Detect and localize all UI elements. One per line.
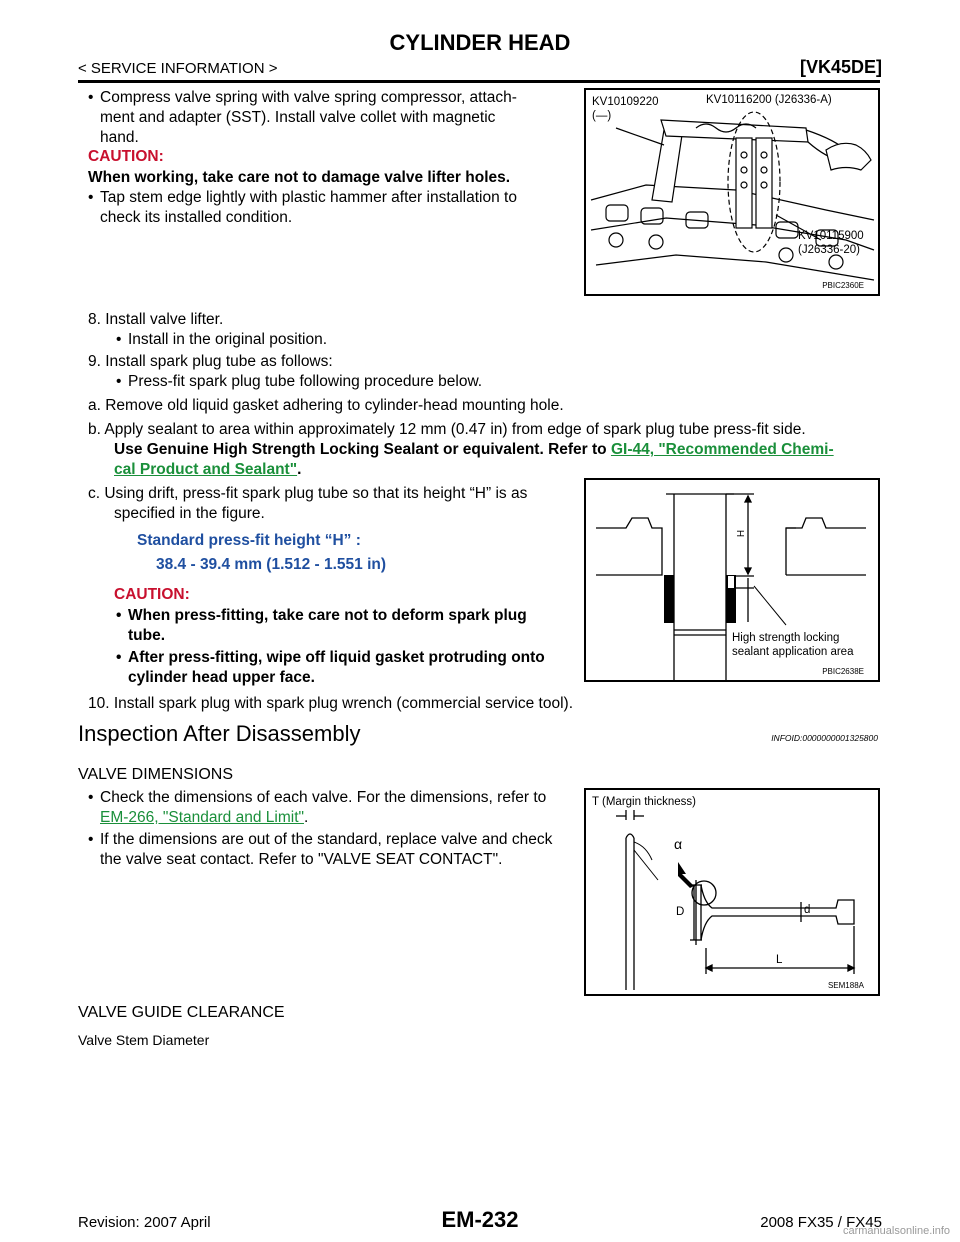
vd-bullet1: • Check the dimensions of each valve. For the dimensions, refer to EM-266, "Standard and Limit". — [88, 789, 547, 826]
fig1-code: PBIC2360E — [822, 281, 864, 290]
figure-spark-plug-tube — [584, 478, 880, 682]
valve-illustration — [586, 790, 878, 994]
step7-bullet1-cont: ment and adapter (SST). Install valve collet with magnetic hand. — [100, 109, 496, 146]
revision-date: Revision: 2007 April — [78, 1214, 211, 1231]
step9b: b. Apply sealant to area within approximately 12 mm (0.47 in) from edge of spark plug tube press-fit side. — [88, 421, 806, 438]
std-height-value: 38.4 - 39.4 mm (1.512 - 1.551 in) — [156, 556, 387, 573]
caution2-item1: • When press-fitting, take care not to deform spark plug tube. — [116, 607, 527, 644]
fig1-label-tool-a: KV10109220 — [592, 96, 659, 108]
step7-bullet1: • Compress valve spring with valve spring compressor, attach- — [88, 89, 517, 106]
fig1-label-tool-a-num: (—) — [592, 110, 612, 122]
step8-bullet: • Install in the original position. — [116, 331, 328, 348]
std-height-label: Standard press-fit height “H” : — [137, 532, 361, 549]
caution-label: CAUTION: — [88, 148, 164, 165]
info-id: INFOID:0000000001325800 — [771, 733, 878, 743]
fig1-label-tool-b: KV10116200 (J26336-A) — [706, 94, 832, 106]
caution2-label: CAUTION: — [114, 586, 190, 603]
model-name: 2008 FX35 / FX45 — [760, 1214, 882, 1231]
valve-dimensions-heading: VALVE DIMENSIONS — [78, 766, 233, 783]
caution-text: When working, take care not to damage valve lifter holes. — [88, 169, 511, 186]
page-title: CYLINDER HEAD — [389, 30, 571, 55]
fig3-label-D: D — [676, 906, 685, 918]
page-number: EM-232 — [441, 1207, 519, 1232]
step9a: a. Remove old liquid gasket adhering to cylinder-head mounting hole. — [88, 397, 564, 414]
engine-code: [VK45DE] — [799, 57, 882, 77]
step9c: c. Using drift, press-fit spark plug tube so that its height “H” is as specified in the figure. — [88, 485, 528, 522]
section-title: Inspection After Disassembly — [78, 721, 361, 746]
step8-heading: 8. Install valve lifter. — [88, 311, 224, 328]
step9b-bold: Use Genuine High Strength Locking Sealant or equivalent. Refer to GI-44, "Recommended Chemi- — [114, 441, 834, 458]
step7-bullet2: • Tap stem edge lightly with plastic hammer after installation to check its installed condition. — [88, 189, 517, 226]
fig3-label-margin: T (Margin thickness) — [592, 796, 696, 808]
header-rule — [78, 80, 880, 83]
step10-heading: 10. Install spark plug with spark plug wrench (commercial service tool). — [88, 695, 573, 712]
caution2-item2: • After press-fitting, wipe off liquid gasket protruding onto cylinder head upper face. — [116, 649, 545, 686]
fig3-label-L: L — [776, 954, 783, 966]
breadcrumb: < SERVICE INFORMATION > — [78, 60, 278, 77]
fig3-label-d: d — [804, 904, 811, 916]
valve-stem-heading: Valve Stem Diameter — [78, 1032, 210, 1048]
gi44-link[interactable]: GI-44, "Recommended Chemi- — [610, 441, 834, 458]
fig2-code: PBIC2638E — [822, 667, 864, 676]
fig1-label-tool-c: KV10115900 — [798, 230, 864, 242]
vd-bullet2: • If the dimensions are out of the standard, replace valve and check the valve seat contact. Refer to "VALVE SEAT CONTACT". — [88, 831, 553, 868]
watermark: carmanualsonline.info — [842, 1225, 950, 1237]
step9-heading: 9. Install spark plug tube as follows: — [88, 353, 333, 370]
step9b-bold-cont: cal Product and Sealant". — [114, 461, 302, 478]
step9-bullet: • Press-fit spark plug tube following procedure below. — [116, 373, 483, 390]
fig2-label-area-line1: High strength locking — [732, 632, 840, 644]
fig2-label-area-line2: sealant application area — [732, 646, 854, 658]
gi44-link-cont[interactable]: cal Product and Sealant" — [114, 461, 298, 478]
fig3-label-alpha: α — [674, 836, 683, 852]
figure-valve-dimensions — [584, 788, 880, 996]
em266-link[interactable]: EM-266, "Standard and Limit" — [100, 809, 304, 826]
figure-valve-spring-compressor — [584, 88, 880, 296]
valve-guide-heading: VALVE GUIDE CLEARANCE — [78, 1004, 285, 1021]
fig2-label-h: H — [734, 529, 746, 538]
fig3-code: SEM188A — [827, 981, 864, 990]
fig1-label-tool-c-num: (J26336-20) — [798, 244, 861, 256]
compressor-illustration — [586, 90, 878, 294]
